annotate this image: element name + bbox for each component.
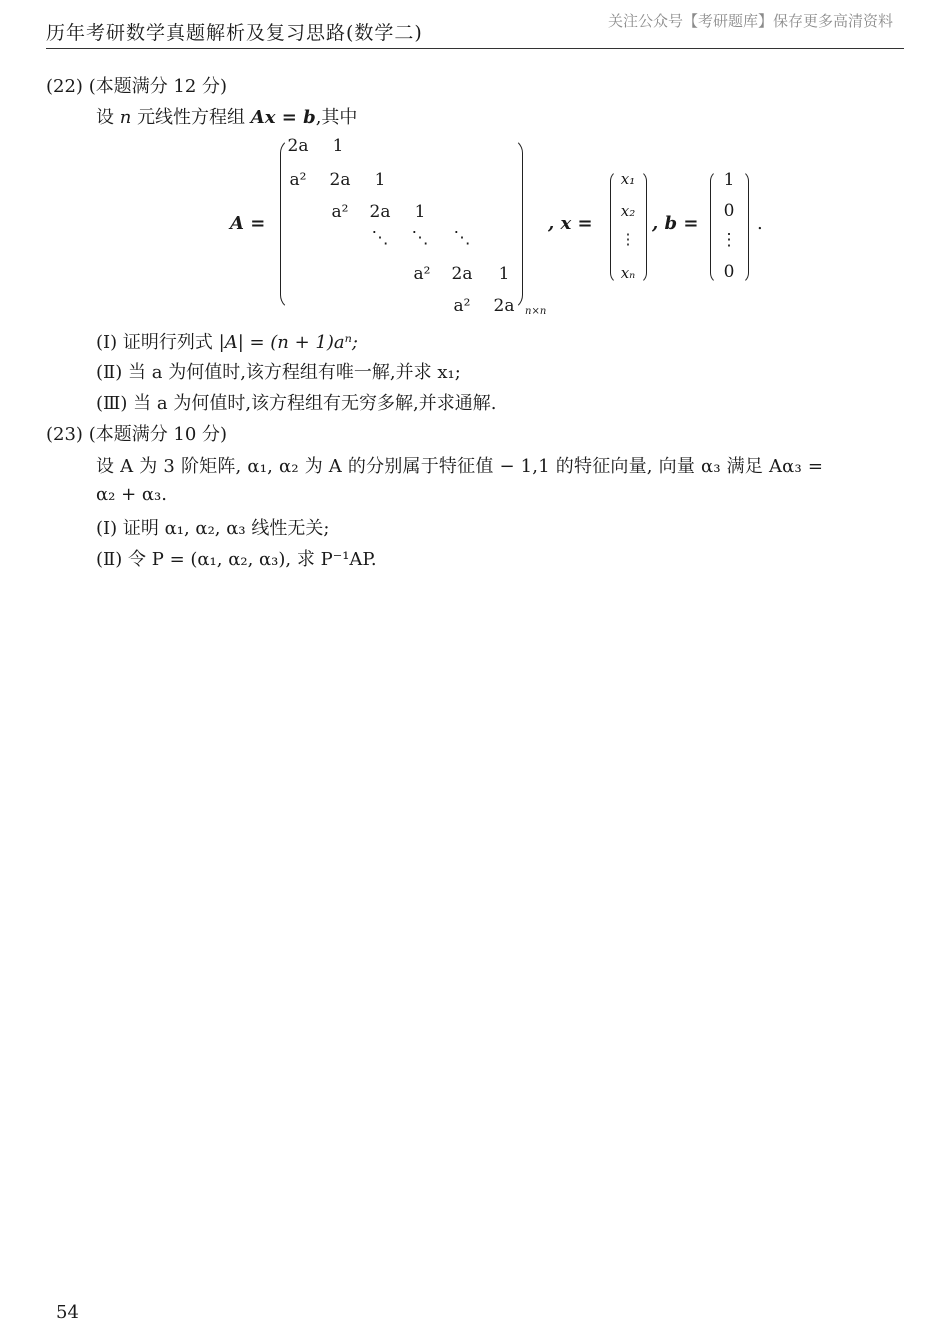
q23-number: (23) <box>46 424 83 445</box>
q22-intro-eq: Ax = b <box>250 107 316 128</box>
vector-x-entry: x₁ <box>620 170 636 188</box>
q23-heading <box>46 420 227 446</box>
q22-part3-text: 当 a 为何值时,该方程组有无穷多解,并求通解. <box>133 393 497 414</box>
matrix-a-dots: ⋱ <box>371 228 389 248</box>
matrix-a-right-paren <box>508 138 523 310</box>
q22-heading <box>46 72 227 98</box>
page-number: 54 <box>56 1302 79 1323</box>
q22-part2 <box>96 358 461 384</box>
matrix-a-entry: a² <box>453 296 471 316</box>
q23-part1-text: 证明 α₁, α₂, α₃ 线性无关; <box>122 518 330 539</box>
vector-b-entry: ⋮ <box>720 230 738 250</box>
matrix-a-entry: 2a <box>369 202 391 222</box>
matrix-a-entry: 1 <box>414 202 426 222</box>
q22-part2-text: 当 a 为何值时,该方程组有唯一解,并求 x₁; <box>128 362 461 383</box>
q22-part2-label: (Ⅱ) <box>96 362 123 383</box>
q22-number: (22) <box>46 76 83 97</box>
matrix-a-dots: ⋱ <box>453 228 471 248</box>
q22-intro-prefix: 设 <box>96 107 114 128</box>
vector-x-label: , x = <box>548 213 593 234</box>
matrix-a-size: n×n <box>525 306 547 317</box>
q22-part1-formula: |A| = (n + 1)aⁿ; <box>218 332 358 353</box>
q23-intro-line1: 设 A 为 3 阶矩阵, α₁, α₂ 为 A 的分别属于特征值 − 1,1 的特征向量, 向量 α₃ 满足 Aα₃ = <box>96 456 824 477</box>
q22-intro-mid: 元线性方程组 <box>137 107 246 128</box>
vector-b-entry: 0 <box>723 262 735 282</box>
matrix-a-entry: 2a <box>451 264 473 284</box>
matrix-a-entry: a² <box>331 202 349 222</box>
q22-intro <box>96 103 357 129</box>
q22-part3-label: (Ⅲ) <box>96 393 128 414</box>
matrix-a-entry: 2a <box>287 136 309 156</box>
vector-b-entry: 0 <box>723 201 735 221</box>
q22-part3 <box>96 389 496 415</box>
running-header-title: 历年考研数学真题解析及复习思路(数学二) <box>46 22 423 44</box>
q23-part2 <box>96 545 377 571</box>
q22-part1-text: 证明行列式 <box>122 332 213 353</box>
header-rule <box>46 48 904 49</box>
q22-intro-n: n <box>119 107 132 128</box>
vector-b-label: , b = <box>652 213 699 234</box>
matrix-a-entry: 1 <box>332 136 344 156</box>
matrix-a-entry: 1 <box>498 264 510 284</box>
q23-part1-label: (Ⅰ) <box>96 518 118 539</box>
matrix-a-entry: 2a <box>329 170 351 190</box>
q22-intro-suffix: ,其中 <box>315 107 358 128</box>
matrix-a-entry: 1 <box>374 170 386 190</box>
matrix-a-left-paren <box>280 138 295 310</box>
q23-part2-text: 令 P = (α₁, α₂, α₃), 求 P⁻¹AP. <box>128 549 377 570</box>
watermark-note: 关注公众号【考研题库】保存更多高清资料 <box>608 12 894 30</box>
vector-x-entry: xₙ <box>620 264 636 282</box>
matrix-a-entry: a² <box>289 170 307 190</box>
q22-part1 <box>96 328 358 354</box>
matrix-period: . <box>757 213 763 234</box>
q23-score: (本题满分 10 分) <box>88 424 228 445</box>
q23-part1 <box>96 514 329 540</box>
q22-score: (本题满分 12 分) <box>88 76 228 97</box>
vector-x-entry: x₂ <box>620 202 636 220</box>
matrix-a-entry: 2a <box>493 296 515 316</box>
vector-x-entry: ⋮ <box>620 230 636 248</box>
q23-part2-label: (Ⅱ) <box>96 549 123 570</box>
matrix-a-label: A = <box>230 213 266 234</box>
q22-part1-label: (Ⅰ) <box>96 332 118 353</box>
matrix-a-entry: a² <box>413 264 431 284</box>
vector-b-entry: 1 <box>723 170 735 190</box>
q23-intro-line2: α₂ + α₃. <box>96 484 167 505</box>
matrix-a-dots: ⋱ <box>411 228 429 248</box>
